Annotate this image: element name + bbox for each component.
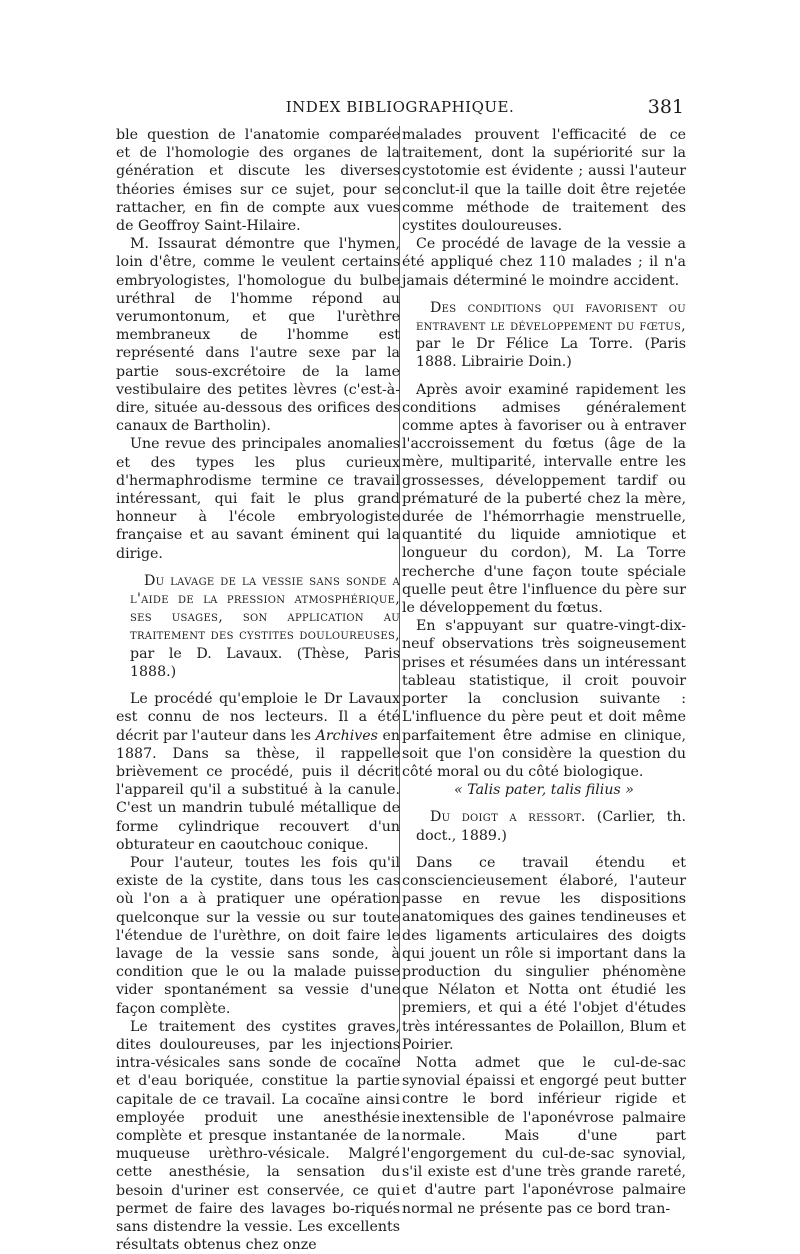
article-source: (Paris 1888. Librairie Doin.)	[416, 336, 686, 371]
article-author: par le Dr Félice La Torre.	[416, 336, 633, 353]
paragraph: ble question de l'anatomie comparée et de l'homologie des organes de la génération et discute les diverses théories émises sur ce sujet, pour se rattacher, en fin de compte aux vues de Geoffroy Saint-Hilaire.	[116, 127, 400, 235]
paragraph: M. Issaurat démontre que l'hymen, loin d'être, comme le veulent certains embryologistes, l'homologue du bulbe uréthral de l'homme répond au verumontonum, et que l'urèthre membraneux de l'homme est représenté dans l'autre sexe par la partie sous-excrétoire de la lame vestibulaire des petites lèvres (c'est-à-dire, située au-dessous des orifices des canaux de Bartholin).	[116, 236, 400, 435]
article-title: Du doigt a ressort.	[430, 809, 586, 826]
paragraph: Après avoir examiné rapidement les conditions admises généralement comme aptes à favoriser ou à entraver l'accroissement du fœtus (âge de la mère, multiparité, intervalle entre les grossesses, développement tardif ou prématuré de la puberté chez la mère, durée de l'hémorrhagie menstruelle, quantité du liquide amniotique et longueur du cordon), M. La Torre recherche d'une façon toute spéciale quelle peut être l'influence du père sur le développement du fœtus.	[402, 381, 686, 617]
page-header	[116, 98, 684, 120]
paragraph: Dans ce travail étendu et consciencieusement élaboré, l'auteur passe en revue les dispositions anatomiques des gaines tendineuses et des ligaments articulaires des doigts qui jouent un rôle si important dans la production du singulier phénomène que Nélaton et Notta ont étudié les premiers, et qui a été l'objet d'études très intéressantes de Polaillon, Blum et Poirier.	[402, 854, 686, 1053]
left-column	[116, 126, 400, 1254]
article-heading	[402, 808, 686, 844]
right-column	[402, 126, 686, 1218]
paragraph: malades prouvent l'efficacité de ce traitement, dont la supériorité sur la cystotomie est évidente ; aussi l'auteur conclut-il que la taille doit être rejetée comme méthode de traitement des cystites douloureuses.	[402, 127, 686, 235]
paragraph: Notta admet que le cul-de-sac synovial épaissi et engorgé peut butter contre le bord inférieur rigide et inextensible de l'aponévrose palmaire normale. Mais d'une part l'engorgement du cul-de-sac synovial, s'il existe est d'une très grande rareté, et d'autre part l'aponévrose palmaire normal ne présente pas ce bord tran-	[402, 1054, 686, 1217]
paragraph: Le procédé qu'emploie le Dr Lavaux est connu de nos lecteurs. Il a été décrit par l'auteur dans les Archives en 1887. Dans sa thèse, il rappelle brièvement ce procédé, puis il décrit l'appareil qu'il a substitué à la canule. C'est un mandrin tubulé métallique de forme cylindrique recouvert d'un obturateur en caoutchouc conique.	[116, 691, 400, 853]
paragraph: En s'appuyant sur quatre-vingt-dix-neuf observations très soigneusement prises et résumées dans un intéressant tableau statistique, il croit pouvoir porter la conclusion suivante : L'influence du père peut et doit même parfaitement être admise en clinique, soit que l'on considère la question du côté moral ou du côté biologique.	[402, 618, 686, 780]
latin-quote: « Talis pater, talis filius »	[454, 782, 634, 799]
running-title: INDEX BIBLIOGRAPHIQUE.	[285, 98, 515, 116]
article-source: (Carlier, th. doct., 1889.)	[416, 809, 686, 844]
paragraph: Le traitement des cystites graves, dites douloureuses, par les injections intra-vésicales sans sonde de cocaïne et d'eau boriquée, constitue la partie capitale de ce travail. La cocaïne ainsi employée produit une anesthésie complète et presque instantanée de la muqueuse urèthro-vésicale. Malgré cette anesthésie, la sensation du besoin d'uriner est conservée, ce qui permet de faire des lavages bo-riqués sans distendre la vessie. Les excellents résultats obtenus chez onze	[116, 1018, 400, 1254]
article-title: Du lavage de la vessie sans sonde a l'aide de la pression atmosphérique, ses usages, son application au traitement des cystites douloureuses,	[130, 572, 400, 644]
paragraph: Une revue des principales anomalies et des types les plus curieux d'hermaphrodisme termine ce travail intéressant, qui fait le plus grand honneur à l'école embryologiste française et au savant éminent qui la dirige.	[116, 436, 400, 562]
paragraph: Ce procédé de lavage de la vessie a été appliqué chez 110 malades ; il n'a jamais déterminé le moindre accident.	[402, 236, 686, 289]
page-number: 381	[647, 96, 684, 118]
article-source: (Thèse, Paris 1888.)	[130, 645, 400, 680]
article-heading	[402, 299, 686, 372]
journal-title: Archives	[315, 727, 378, 744]
article-title: Des conditions qui favorisent ou entravent le développement du fœtus,	[416, 299, 686, 335]
article-heading	[116, 572, 400, 681]
paragraph: Pour l'auteur, toutes les fois qu'il existe de la cystite, dans tous les cas où l'on a à pratiquer une opération quelconque sur la vessie ou sur toute l'étendue de l'urèthre, on doit faire le lavage de la vessie sans sonde, à condition que le ou la malade puisse vider spontanément sa vessie d'une façon complète.	[116, 854, 400, 1017]
article-author: par le D. Lavaux.	[130, 645, 283, 662]
